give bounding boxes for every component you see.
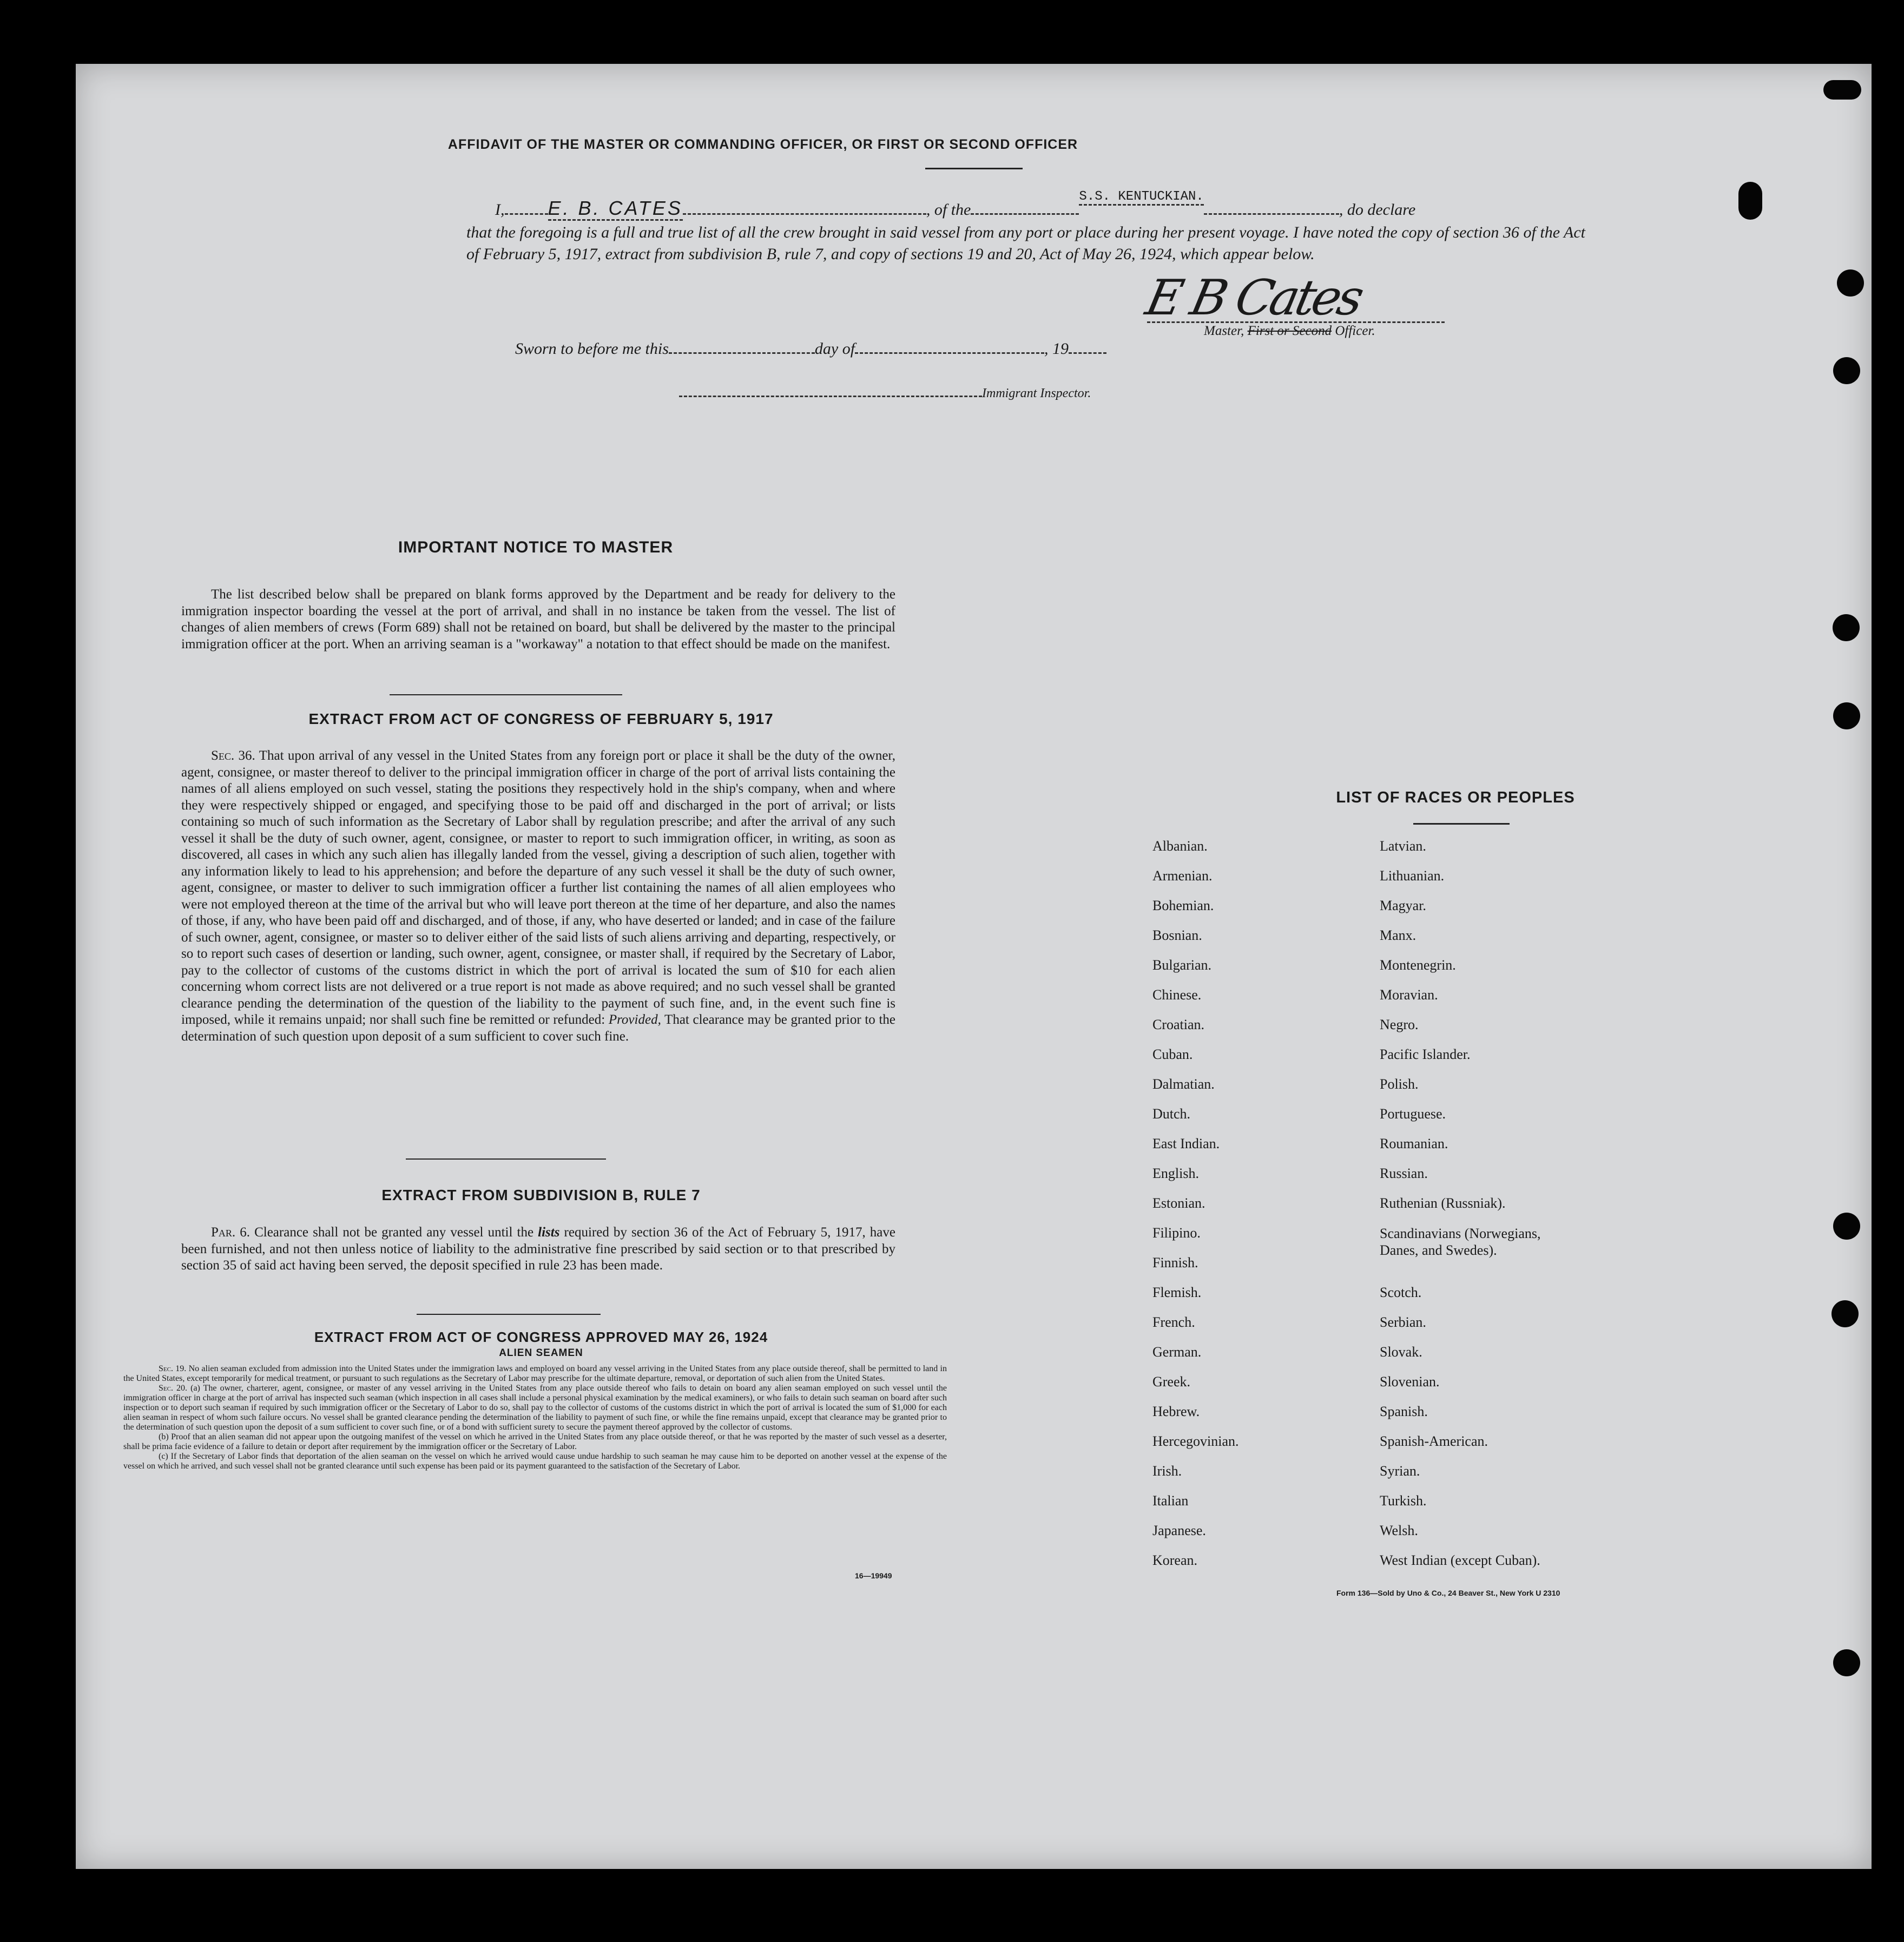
races-title-rule [1413, 823, 1510, 825]
race-right-19: Spanish-American. [1380, 1433, 1488, 1449]
race-right-5: Moravian. [1380, 987, 1438, 1003]
day-of-label: day of [814, 340, 855, 358]
extract-1917-text: Sec. 36. That upon arrival of any vessel in the United States from any foreign port or place it shall be the duty of the owner, agent, consignee, or master thereof to deliver to the principal immigration officer in charge of the port of arrival lists containing the names of all aliens employed on such vessel, stating the positions they respectively hold in the ship's company, when and where they were respectively shipped or engaged, and specifying those to be paid off and discharged in the port of arrival; or lists containing so much of such information as the Secretary of Labor shall by regulation prescribe; and after the arrival of any such vessel it shall be the duty of such owner, agent, consignee, or master to report to such immigration officer, in writing, as soon as discovered, all cases in which any such alien has illegally landed from the vessel, giving a description of such alien, together with any information likely to lead to his apprehension; and before the departure of any such vessel it shall be the duty of such owner, agent, consignee, or master to deliver to such immigration officer a further list containing the names of all alien employees who were not employed thereon at the time of the arrival but who will leave port thereon at the time of her departure, and also the names of those, if any, who have been paid off and discharged, and of those, if any, who have deserted or landed; and in case of the failure of such owner, agent, consignee, or master so to deliver either of the said lists of such aliens arriving and departing, respectively, or so to report such cases of desertion or landing, such owner, agent, consignee, or master shall, if required by the Secretary of Labor, pay to the collector of customs of the customs district in which the port of arrival is located the sum of $10 for each alien concerning whom correct lists are not delivered or a true report is not made as above required; and no such vessel shall be granted clearance pending the determination of the question of the liability to the payment of such fine, and, in the event such fine is imposed, while it remains unpaid; nor shall such fine be remitted or refunded: Provided, That clearance may be granted prior to the determination of such question upon deposit of a sum sufficient to cover such fine. [181, 748, 896, 1044]
extract-1917-title: EXTRACT FROM ACT OF CONGRESS OF FEBRUARY 5, 1917 [308, 710, 774, 727]
race-left-20: Hercegovinian. [1152, 1433, 1239, 1449]
punch-hole [1833, 1649, 1860, 1676]
race-right-18: Spanish. [1380, 1404, 1428, 1419]
sec-36-label: Sec. 36. [211, 748, 255, 763]
race-left-19: Hebrew. [1152, 1404, 1200, 1419]
extract-1924-text: Sec. 19. No alien seaman excluded from admission into the United States under the immigration laws and employed on board any vessel arriving in the United States from any place outside thereof, shall be permitted to land in the United States, except temporarily for medical treatment, or pursuant to such regulations as the Secretary of Labor may prescribe for the ultimate departure, removal, or deportation of such alien from the United States. Sec. 20. (a) The owner, charterer, agent, consignee, or master of any vessel arriving in the United States from any place outside thereof who fails to detain on board any alien seaman employed on such vessel until the immigration officer in charge at the port of arrival has inspected such seaman (which inspection in all cases shall include a personal physical examination by the medical examiners), or who fails to detain such seaman on board after such inspection or to deport such seaman if required by such immigration officer or the Secretary of Labor to do so, shall pay to the collector of customs of the customs district in which the port of arrival is located the sum of $1,000 for each alien seaman in respect of whom such failure occurs. No vessel shall be granted clearance pending the determination of the liability to payment of such fine, or while the fine remains unpaid, except that clearance may be granted prior to the determination of such question upon the deposit of a sum sufficient to cover such fine, or of a bond with sufficient surety to secure the payment thereof approved by the collector of customs. (b) Proof that an alien seaman did not appear upon the outgoing manifest of the vessel on which he arrived in the United States from any place outside thereof, or that he was reported by the master of such vessel as a deserter, shall be prima facie evidence of a failure to detain or deport after requirement by the immigration officer or the Secretary of Labor. (c) If the Secretary of Labor finds that deportation of the alien seaman on the vessel on which he arrived would cause undue hardship to such seaman he may cause him to be deported on another vessel at the expense of the vessel on which he arrived, and such vessel shall not be granted clearance until such expense has been paid or its payment guaranteed to the satisfaction of the Secretary of Labor. [123, 1364, 947, 1471]
rule-1924 [417, 1314, 601, 1315]
officer-title-label: Master, First or Second Officer. [1204, 324, 1375, 338]
race-right-23: West Indian (except Cuban). [1380, 1552, 1540, 1568]
notice-text: The list described below shall be prepared on blank forms approved by the Department and be ready for delivery to the immigration inspector boarding the vessel at the port of arrival, and shall in no instance be taken from the vessel. The list of changes of alien members of crews (Form 689) shall not be retained on board, but shall be delivered by the master to the principal immigration officer at the port. When an arriving seaman is a "workaway" a notation to that effect should be made on the manifest. [181, 587, 895, 651]
races-title: LIST OF RACES OR PEOPLES [1336, 789, 1575, 806]
race-left-17: German. [1152, 1344, 1202, 1360]
race-left-8: Dalmatian. [1152, 1076, 1215, 1092]
race-left-11: English. [1152, 1166, 1199, 1181]
punch-hole [1738, 182, 1762, 220]
race-right-11: Russian. [1380, 1166, 1428, 1181]
of-the-label: , of the [926, 201, 971, 219]
sworn-label: Sworn to before me this [515, 340, 669, 358]
punch-hole [1833, 1213, 1860, 1240]
race-left-10: East Indian. [1152, 1136, 1220, 1151]
declare-label: , do declare [1339, 201, 1416, 219]
race-right-10: Roumanian. [1380, 1136, 1448, 1151]
race-right-13: Scandinavians (Norwegians, Danes, and Swedes). [1380, 1226, 1541, 1258]
race-left-12: Estonian. [1152, 1195, 1205, 1211]
punch-hole [1823, 80, 1861, 100]
punch-hole [1831, 1300, 1859, 1327]
race-left-16: French. [1152, 1314, 1195, 1330]
race-right-3: Manx. [1380, 927, 1417, 943]
race-left-6: Croatian. [1152, 1017, 1205, 1032]
i-label: I, [495, 201, 505, 219]
year-label: , 19 [1044, 340, 1069, 358]
race-left-23: Japanese. [1152, 1523, 1206, 1538]
inspector-line [679, 386, 1091, 401]
rule-1917 [390, 694, 622, 695]
rule-rule7 [406, 1158, 606, 1160]
race-right-20: Syrian. [1380, 1463, 1420, 1479]
race-right-14: Scotch. [1380, 1285, 1422, 1300]
race-right-6: Negro. [1380, 1017, 1419, 1032]
race-right-1: Lithuanian. [1380, 868, 1445, 884]
race-left-13: Filipino. [1152, 1225, 1201, 1241]
race-left-3: Bosnian. [1152, 927, 1202, 943]
master-name: E. B. CATES [548, 197, 683, 221]
race-left-2: Bohemian. [1152, 898, 1214, 913]
race-right-15: Serbian. [1380, 1314, 1426, 1330]
race-right-9: Portuguese. [1380, 1106, 1446, 1122]
form-sheet [76, 64, 1872, 1869]
race-left-7: Cuban. [1152, 1046, 1193, 1062]
race-left-18: Greek. [1152, 1374, 1191, 1390]
notice-title: IMPORTANT NOTICE TO MASTER [398, 538, 674, 556]
punch-hole [1837, 269, 1864, 297]
race-right-22: Welsh. [1380, 1523, 1418, 1538]
vessel-name: S.S. KENTUCKIAN. [1079, 189, 1203, 206]
race-right-17: Slovenian. [1380, 1374, 1440, 1390]
race-right-21: Turkish. [1380, 1493, 1427, 1509]
race-left-22: Italian [1152, 1493, 1189, 1509]
extract-rule7-title: EXTRACT FROM SUBDIVISION B, RULE 7 [381, 1187, 701, 1203]
race-right-0: Latvian. [1380, 838, 1426, 854]
race-left-24: Korean. [1152, 1552, 1198, 1568]
affidavit-title: AFFIDAVIT OF THE MASTER OR COMMANDING OFFICER, OR FIRST OR SECOND OFFICER [447, 137, 1078, 152]
extract-1924-subtitle: ALIEN SEAMEN [499, 1347, 583, 1359]
race-right-4: Montenegrin. [1380, 957, 1456, 973]
extract-rule7-text: Par. 6. Clearance shall not be granted any vessel until the lists required by section 36 of the Act of February 5, 1917, have been furnished, and not then unless notice of liability to the administrative fine prescribed by said section or to that prescribed by section 35 of said act having been served, the deposit specified in rule 23 has been made. [181, 1225, 895, 1273]
inspector-label: Immigrant Inspector. [982, 386, 1091, 400]
title-rule [925, 168, 1023, 169]
race-left-4: Bulgarian. [1152, 957, 1212, 973]
form-note: Form 136—Sold by Uno & Co., 24 Beaver St., New York U 2310 [1336, 1589, 1560, 1597]
race-left-5: Chinese. [1152, 987, 1202, 1003]
print-code: 16—19949 [855, 1571, 892, 1580]
punch-hole [1833, 702, 1860, 729]
race-right-2: Magyar. [1380, 898, 1426, 913]
sworn-line [515, 340, 1106, 358]
punch-hole [1833, 357, 1860, 384]
race-left-9: Dutch. [1152, 1106, 1191, 1122]
race-right-7: Pacific Islander. [1380, 1046, 1471, 1062]
race-left-21: Irish. [1152, 1463, 1182, 1479]
race-left-14: Finnish. [1152, 1255, 1198, 1270]
extract-1924-title: EXTRACT FROM ACT OF CONGRESS APPROVED MAY 26, 1924 [314, 1329, 768, 1345]
master-signature [1141, 269, 1366, 326]
race-right-16: Slovak. [1380, 1344, 1422, 1360]
punch-hole [1833, 614, 1860, 641]
race-right-12: Ruthenian (Russniak). [1380, 1195, 1506, 1211]
declaration-statement: that the foregoing is a full and true list of all the crew brought in said vessel from any port or place during her present voyage. I have noted the copy of section 36 of the Act of February 5, 1917, extract from subdivision B, rule 7, and copy of sections 19 and 20, Act of May 26, 1924, which appear below. [466, 223, 1585, 263]
declaration-line [495, 189, 1583, 220]
race-left-1: Armenian. [1152, 868, 1213, 884]
race-left-0: Albanian. [1152, 838, 1208, 854]
signature-text: E B Cates [1141, 269, 1366, 326]
race-right-8: Polish. [1380, 1076, 1419, 1092]
race-left-15: Flemish. [1152, 1285, 1202, 1300]
